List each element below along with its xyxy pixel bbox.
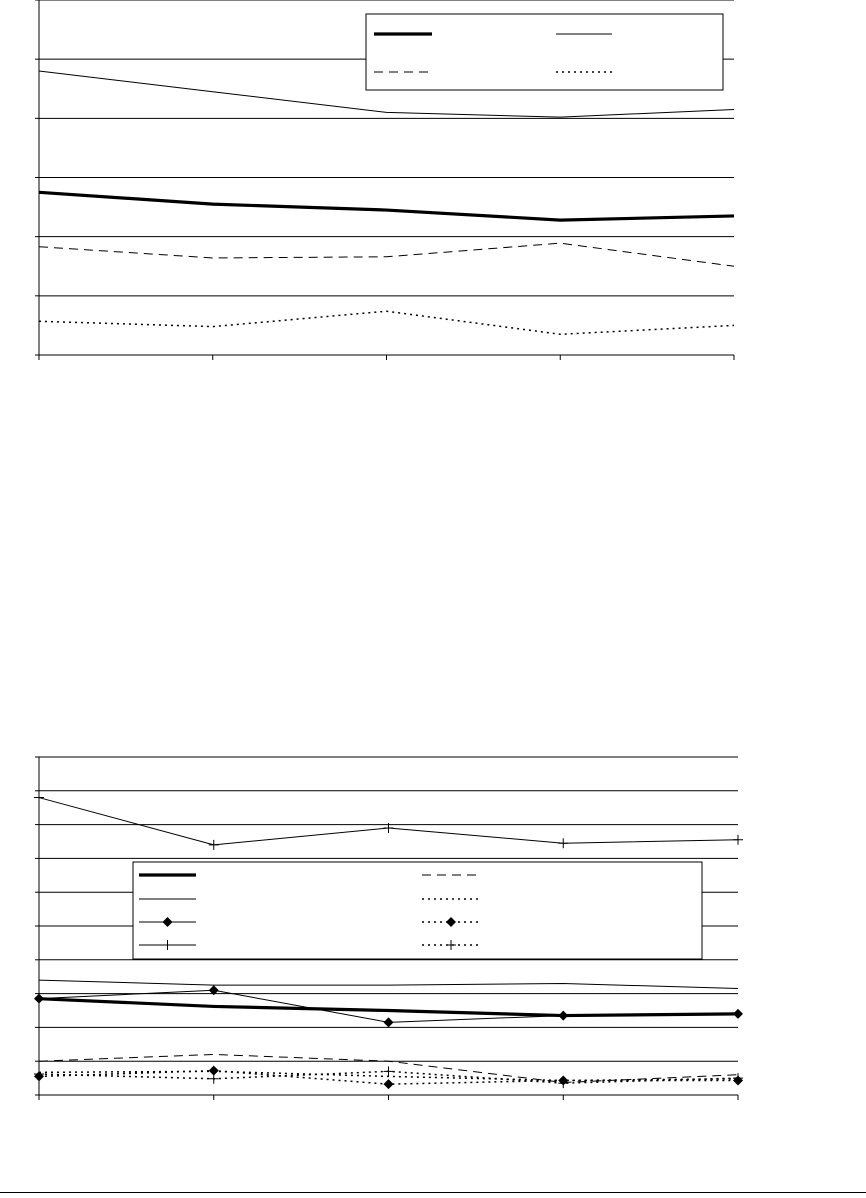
chart-2-series-3-point bbox=[384, 1017, 394, 1027]
chart-2-series-2-line bbox=[39, 980, 738, 988]
chart-2-series-4-point bbox=[34, 793, 44, 803]
chart-2-series-4-line bbox=[39, 798, 738, 845]
page-footer-rule bbox=[0, 1192, 866, 1193]
chart-2-series-8-point bbox=[384, 1066, 394, 1076]
chart-2-series-8-point bbox=[209, 1074, 219, 1084]
chart-2-legend bbox=[133, 862, 702, 959]
chart-2-series-4-point bbox=[558, 838, 568, 848]
chart-2-series-4-point bbox=[733, 835, 743, 845]
chart-2-series-3-point bbox=[558, 1011, 568, 1021]
chart-2-series-3-point bbox=[34, 994, 44, 1004]
chart-2-series-1-line bbox=[39, 999, 738, 1016]
chart-2-series-7-point bbox=[384, 1079, 394, 1089]
chart-2-series-4-point bbox=[209, 840, 219, 850]
chart-2-series-3-point bbox=[733, 1009, 743, 1019]
